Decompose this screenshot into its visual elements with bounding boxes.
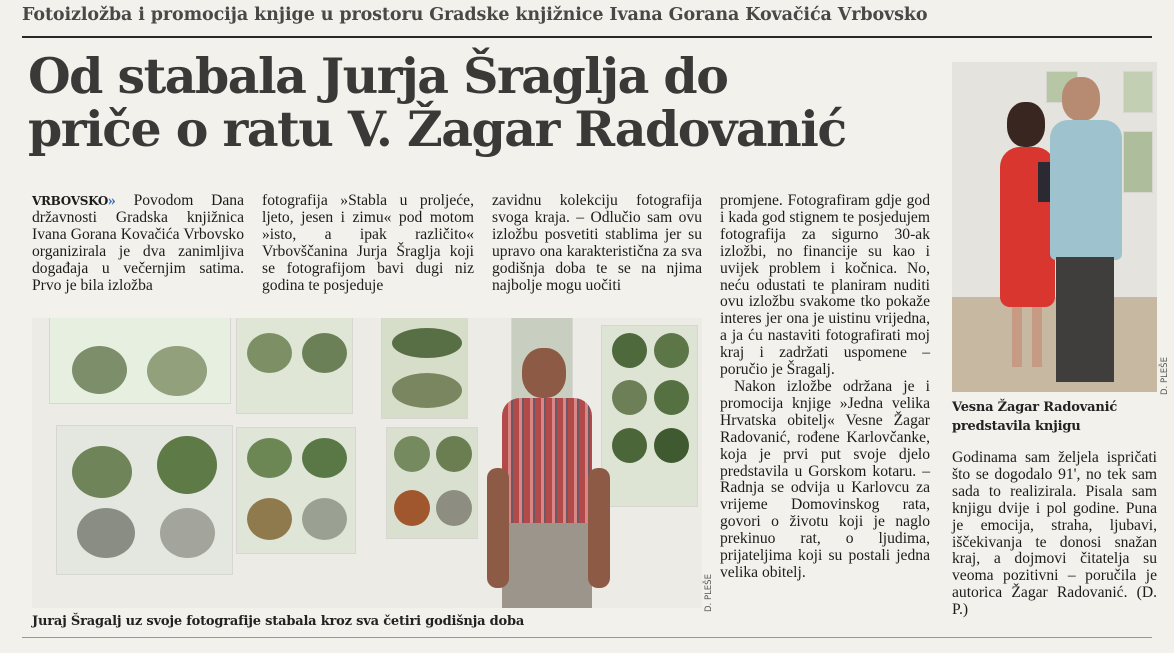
dateline: VRBOVSKO [32,194,109,208]
article-column-4 [720,193,930,582]
photo-caption-main: Juraj Šragalj uz svoje fotografije stabala kroz sva četiri godišnja doba [32,614,525,629]
column-4-paragraph-1: promjene. Fotografiram gdje god i kada god stignem te posjedujem fotografija za sigurno 30-ak izložbi, no financije su kao i uvijek problem i kočnica. No, neću odustati te planiram nuditi ovu izložbu svakome tko pokaže interes jer ona je uistinu vrijedna, a ja ću nastaviti fotografirati moj kraj i zadržati uspomene – poručio je Šragalj. [720,192,930,379]
column-4-paragraph-2: Nakon izložbe održana je i promocija knjige »Jedna velika Hrvatska obitelj« Vesne Žagar Radovanić, rođene Karlovčanke, koja je prvi put svoje djelo predstavila u Gorskom kotaru. – Radnja se odvija u Karlovcu za vrijeme Domovinskog rata, govori o životu koji je naglo prekinuo rat, o ljudima, prijateljima koji su postali jedna velika obitelj. [720,377,930,581]
column-2-text: fotografija »Stabla u proljeće, ljeto, jesen i zimu« pod motom »isto, a ipak različito« Vrbovščanina Jurja Šraglja koji se fotografijom bavi dugi niz godina te posjeduje [262,192,474,294]
photo-caption-side-line-1: Vesna Žagar Radovanić [952,400,1118,415]
exhibition-photo [32,318,702,608]
kicker-rule [22,36,1152,38]
article-column-2 [262,193,474,294]
bottom-rule [22,637,1152,638]
article-column-3 [492,193,702,294]
photo-credit-main: D. PLEŠE [704,574,714,612]
column-3-text: zavidnu kolekciju fotografija svoga kraja. – Odlučio sam ovu izložbu posvetiti stablima jer su upravo ona karakteristična za sva godišnja doba te se na njima najbolje mogu uočiti [492,192,702,294]
photo-caption-side-line-2: predstavila knjigu [952,419,1081,434]
headline [28,47,948,158]
author-photo [952,62,1157,392]
article-column-5 [952,450,1157,619]
kicker: Fotoizložba i promocija knjige u prostoru Gradske knjižnice Ivana Gorana Kovačića Vrbovsko [22,5,928,25]
photo-caption-side [952,398,1117,436]
column-5-text: Godinama sam željela ispričati što se dogodalo 91', no tek sam sada to realizirala. Pisala sam knjigu dvije i pol godine. Puna je emocija, straha, ljubavi, iščekivanja te donosi snažan kraj, a dojmovi čitatelja su veoma pozitivni – poručila je autorica Žagar Radovanić. (D. P.) [952,449,1157,619]
column-1-text: Povodom Dana državnosti Gradska knjižnica Ivana Gorana Kovačića Vrbovsko organizirala je dva zanimljiva događaja u večernjim satima. Prvo je bila izložba [32,192,244,294]
headline-line-1: Od stabala Jurja Šraglja do [28,47,728,105]
photo-credit-side: D. PLEŠE [1160,357,1170,395]
headline-line-2: priče o ratu V. Žagar Radovanić [28,100,846,158]
dateline-arrow-icon: » [108,192,116,209]
article-column-1 [32,193,244,294]
